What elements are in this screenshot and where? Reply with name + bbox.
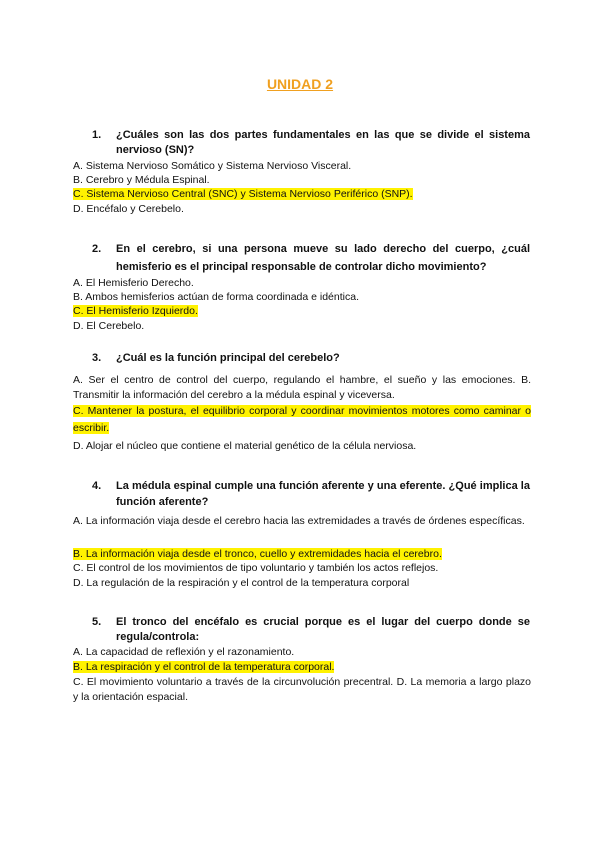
q1-option-a: A. Sistema Nervioso Somático y Sistema Nervioso Visceral. <box>73 160 352 172</box>
question-number: 1. <box>92 129 102 141</box>
q5-option-b <box>73 660 531 674</box>
question-number: 3. <box>92 352 102 364</box>
question-text: ¿Cuáles son las dos partes fundamentales en las que se divide el sistema nervioso (SN)? <box>116 129 530 156</box>
page-title: UNIDAD 2 <box>266 76 334 92</box>
q3-option-c <box>73 403 531 437</box>
highlighted-answer: B. La información viaja desde el tronco, cuello y extremidades hacia el cerebro. <box>73 548 442 560</box>
highlighted-answer: C. Mantener la postura, el equilibrio corporal y coordinar movimientos motores como caminar o escribir. <box>73 405 531 434</box>
q5-option-c-d: C. El movimiento voluntario a través de la circunvolución precentral. D. La memoria a largo plazo y la orientación espacial. <box>73 676 531 703</box>
q1-option-b: B. Cerebro y Médula Espinal. <box>73 174 210 186</box>
q3-option-d: D. Alojar el núcleo que contiene el material genético de la célula nerviosa. <box>73 440 417 452</box>
question-text: La médula espinal cumple una función aferente y una eferente. ¿Qué implica la función aferente? <box>116 480 530 508</box>
question-2 <box>92 240 530 276</box>
q2-option-b: B. Ambos hemisferios actúan de forma coordinada e idéntica. <box>73 291 359 303</box>
question-3 <box>92 351 530 366</box>
question-1 <box>92 128 530 158</box>
q1-option-d: D. Encéfalo y Cerebelo. <box>73 203 184 215</box>
q4-option-c: C. El control de los movimientos de tipo voluntario y también los actos reflejos. <box>73 562 439 574</box>
question-number: 2. <box>92 243 102 255</box>
q1-option-c <box>73 187 531 201</box>
question-5 <box>92 615 530 645</box>
question-number: 4. <box>92 480 102 492</box>
question-text: En el cerebro, si una persona mueve su lado derecho del cuerpo, ¿cuál hemisferio es el principal responsable de controlar dicho movimiento? <box>116 243 530 273</box>
q5-option-a: A. La capacidad de reflexión y el razonamiento. <box>73 646 295 658</box>
highlighted-answer: C. Sistema Nervioso Central (SNC) y Sistema Nervioso Periférico (SNP). <box>73 188 413 200</box>
q2-option-a: A. El Hemisferio Derecho. <box>73 277 194 289</box>
highlighted-answer: B. La respiración y el control de la temperatura corporal. <box>73 661 335 673</box>
q2-option-c <box>73 304 531 318</box>
highlighted-answer: C. El Hemisferio Izquierdo. <box>73 305 198 317</box>
question-number: 5. <box>92 616 102 628</box>
q2-option-d: D. El Cerebelo. <box>73 320 145 332</box>
question-4 <box>92 478 530 510</box>
q3-option-a-b: A. Ser el centro de control del cuerpo, regulando el hambre, el sueño y las emociones. B. Transmitir la información del cerebro a la médula espinal y viceversa. <box>73 374 531 401</box>
q4-option-a: A. La información viaja desde el cerebro hacia las extremidades a través de órdenes específicas. <box>73 515 525 527</box>
q4-option-d: D. La regulación de la respiración y el control de la temperatura corporal <box>73 577 410 589</box>
question-text: ¿Cuál es la función principal del cerebelo? <box>116 352 340 364</box>
question-text: El tronco del encéfalo es crucial porque es el lugar del cuerpo donde se regula/controla: <box>116 616 530 643</box>
q4-option-b <box>73 547 531 561</box>
